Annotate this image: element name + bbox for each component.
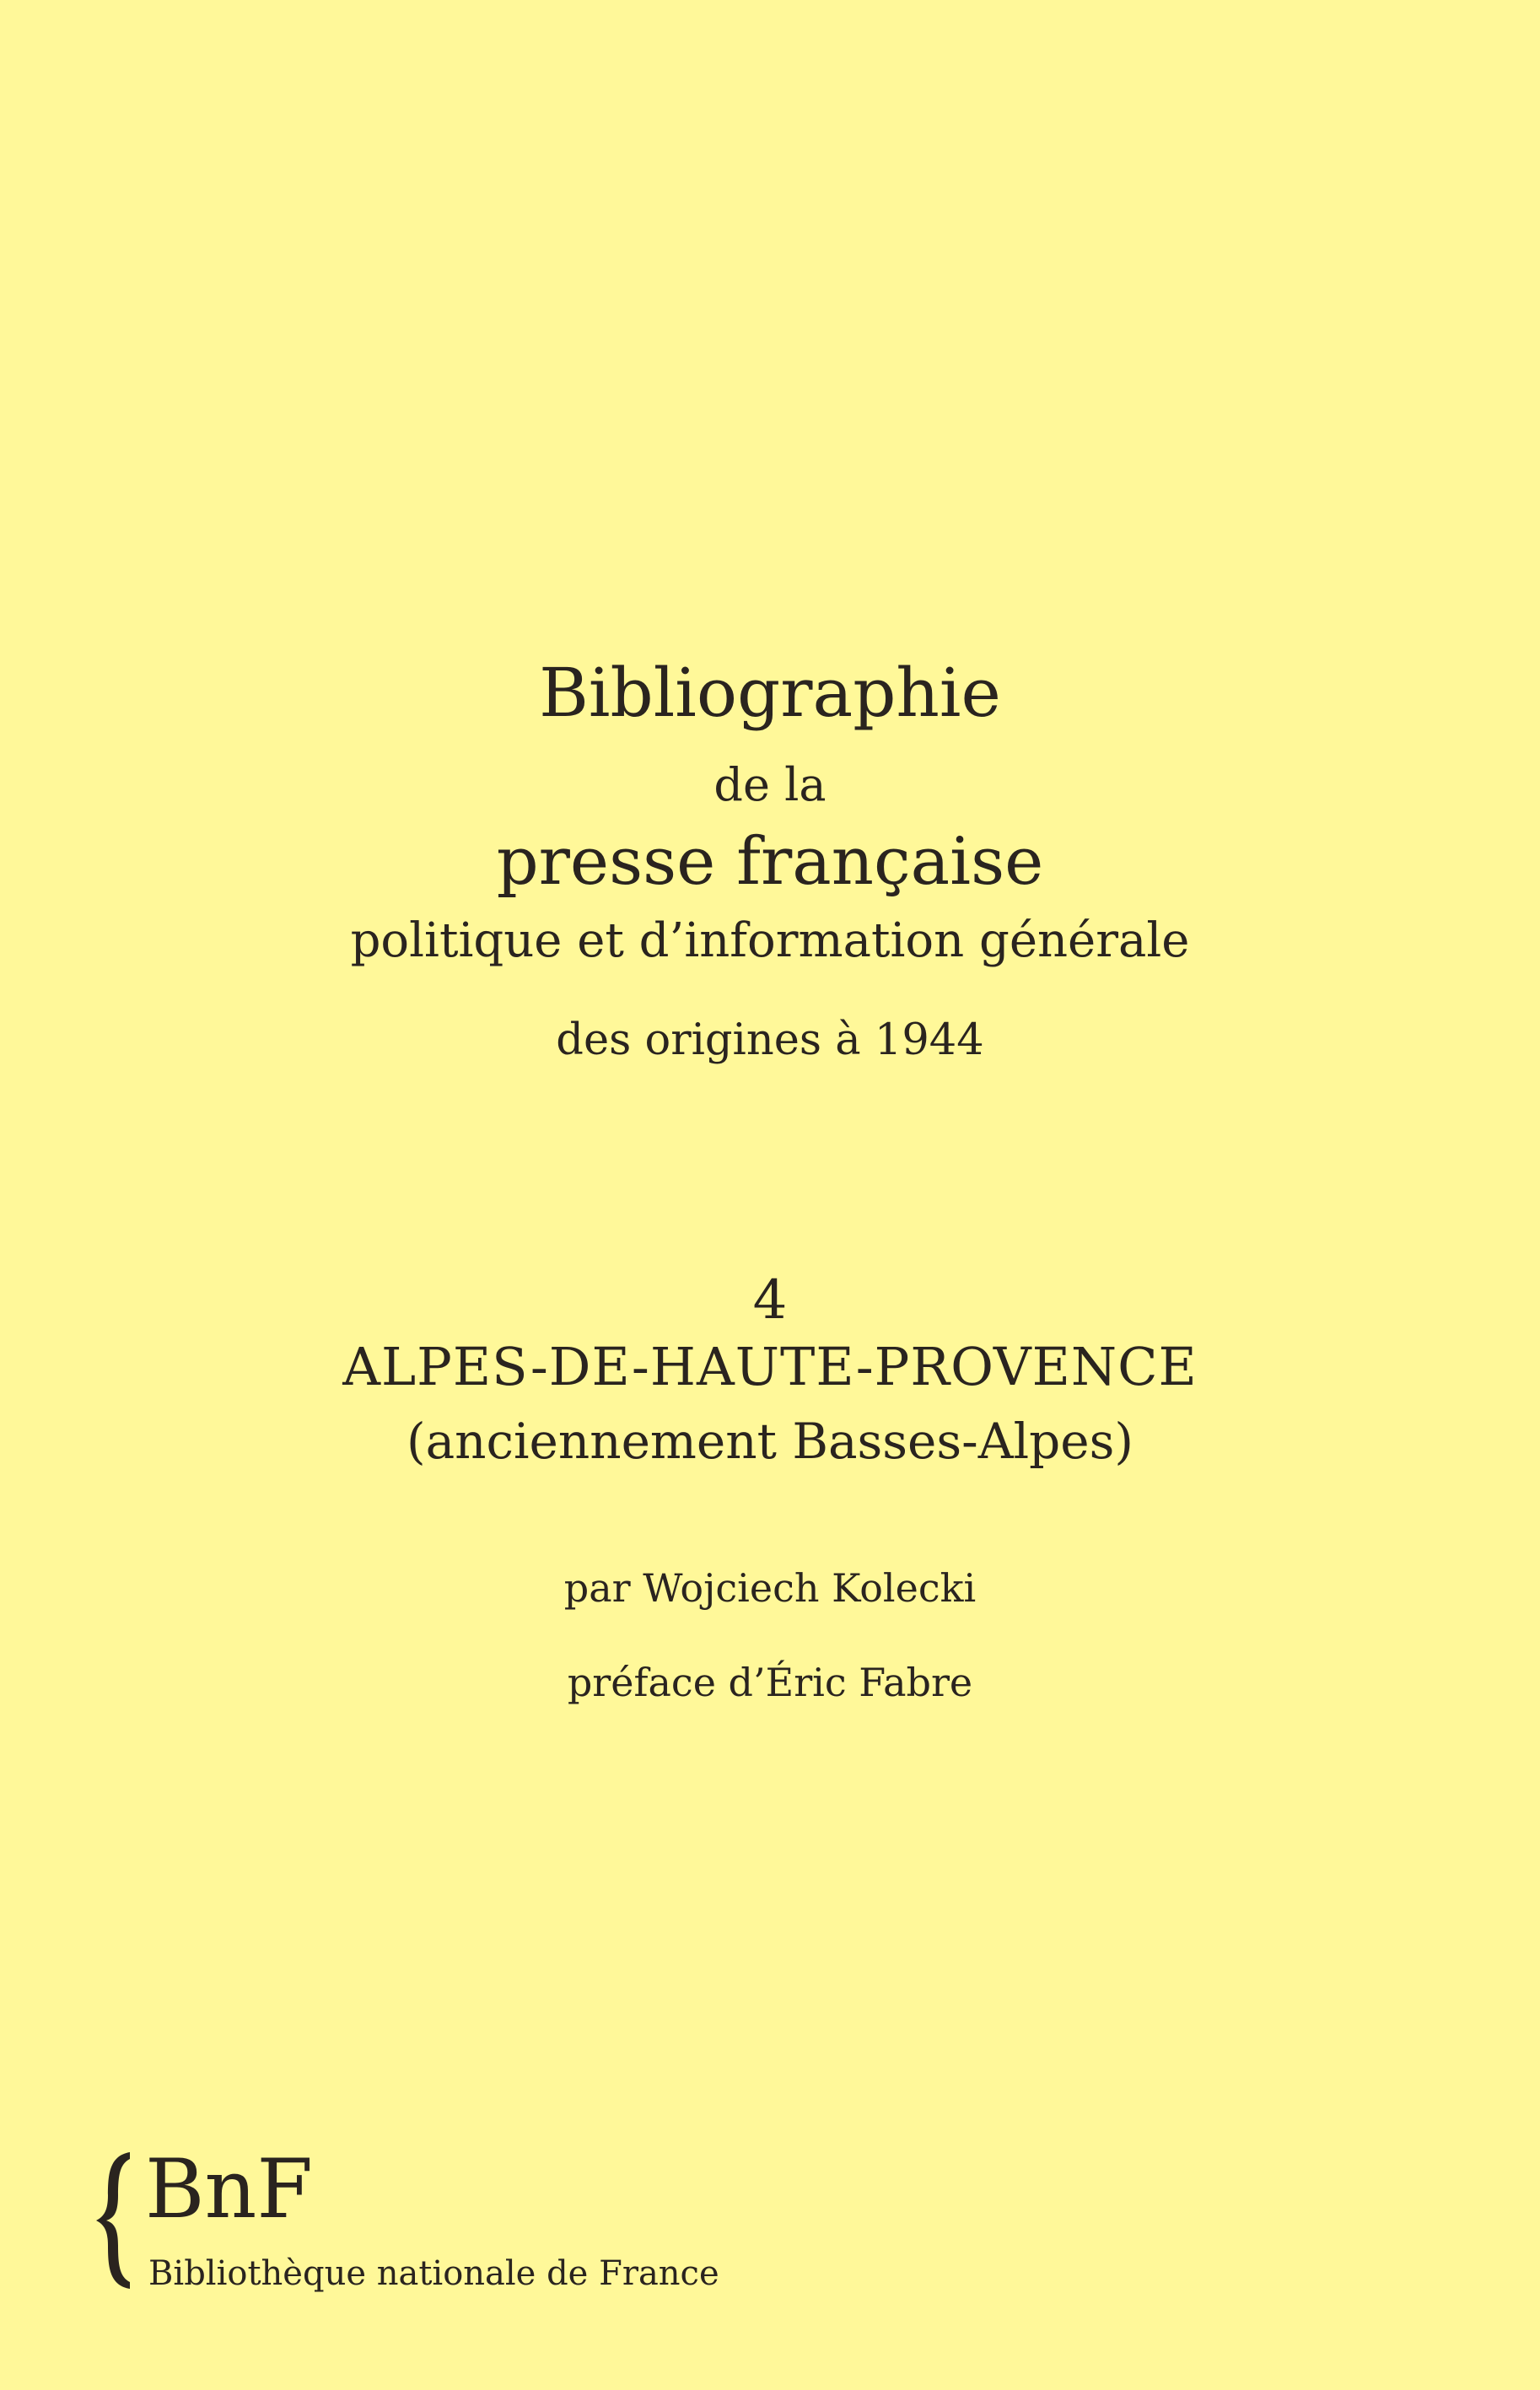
subtitle-date-range: des origines à 1944 [556,1015,984,1065]
author-credit: par Wojciech Kolecki [563,1565,977,1611]
title-line-presse-francaise: presse française [496,824,1044,900]
volume-department: ALPES-DE-HAUTE-PROVENCE [342,1336,1198,1397]
publisher-name: Bibliothèque nationale de France [148,2254,719,2293]
subtitle-politique: politique et d’information générale [350,913,1190,968]
title-line-bibliographie: Bibliographie [539,654,1001,732]
bnf-brace-logo-icon [93,2149,137,2292]
volume-number: 4 [752,1269,788,1332]
volume-former-name: (anciennement Basses-Alpes) [406,1413,1134,1470]
publisher-logo [93,2142,719,2293]
bnf-logo-text: BnF [145,2142,313,2237]
title-line-de-la: de la [713,758,827,811]
preface-credit: préface d’Éric Fabre [567,1660,973,1705]
